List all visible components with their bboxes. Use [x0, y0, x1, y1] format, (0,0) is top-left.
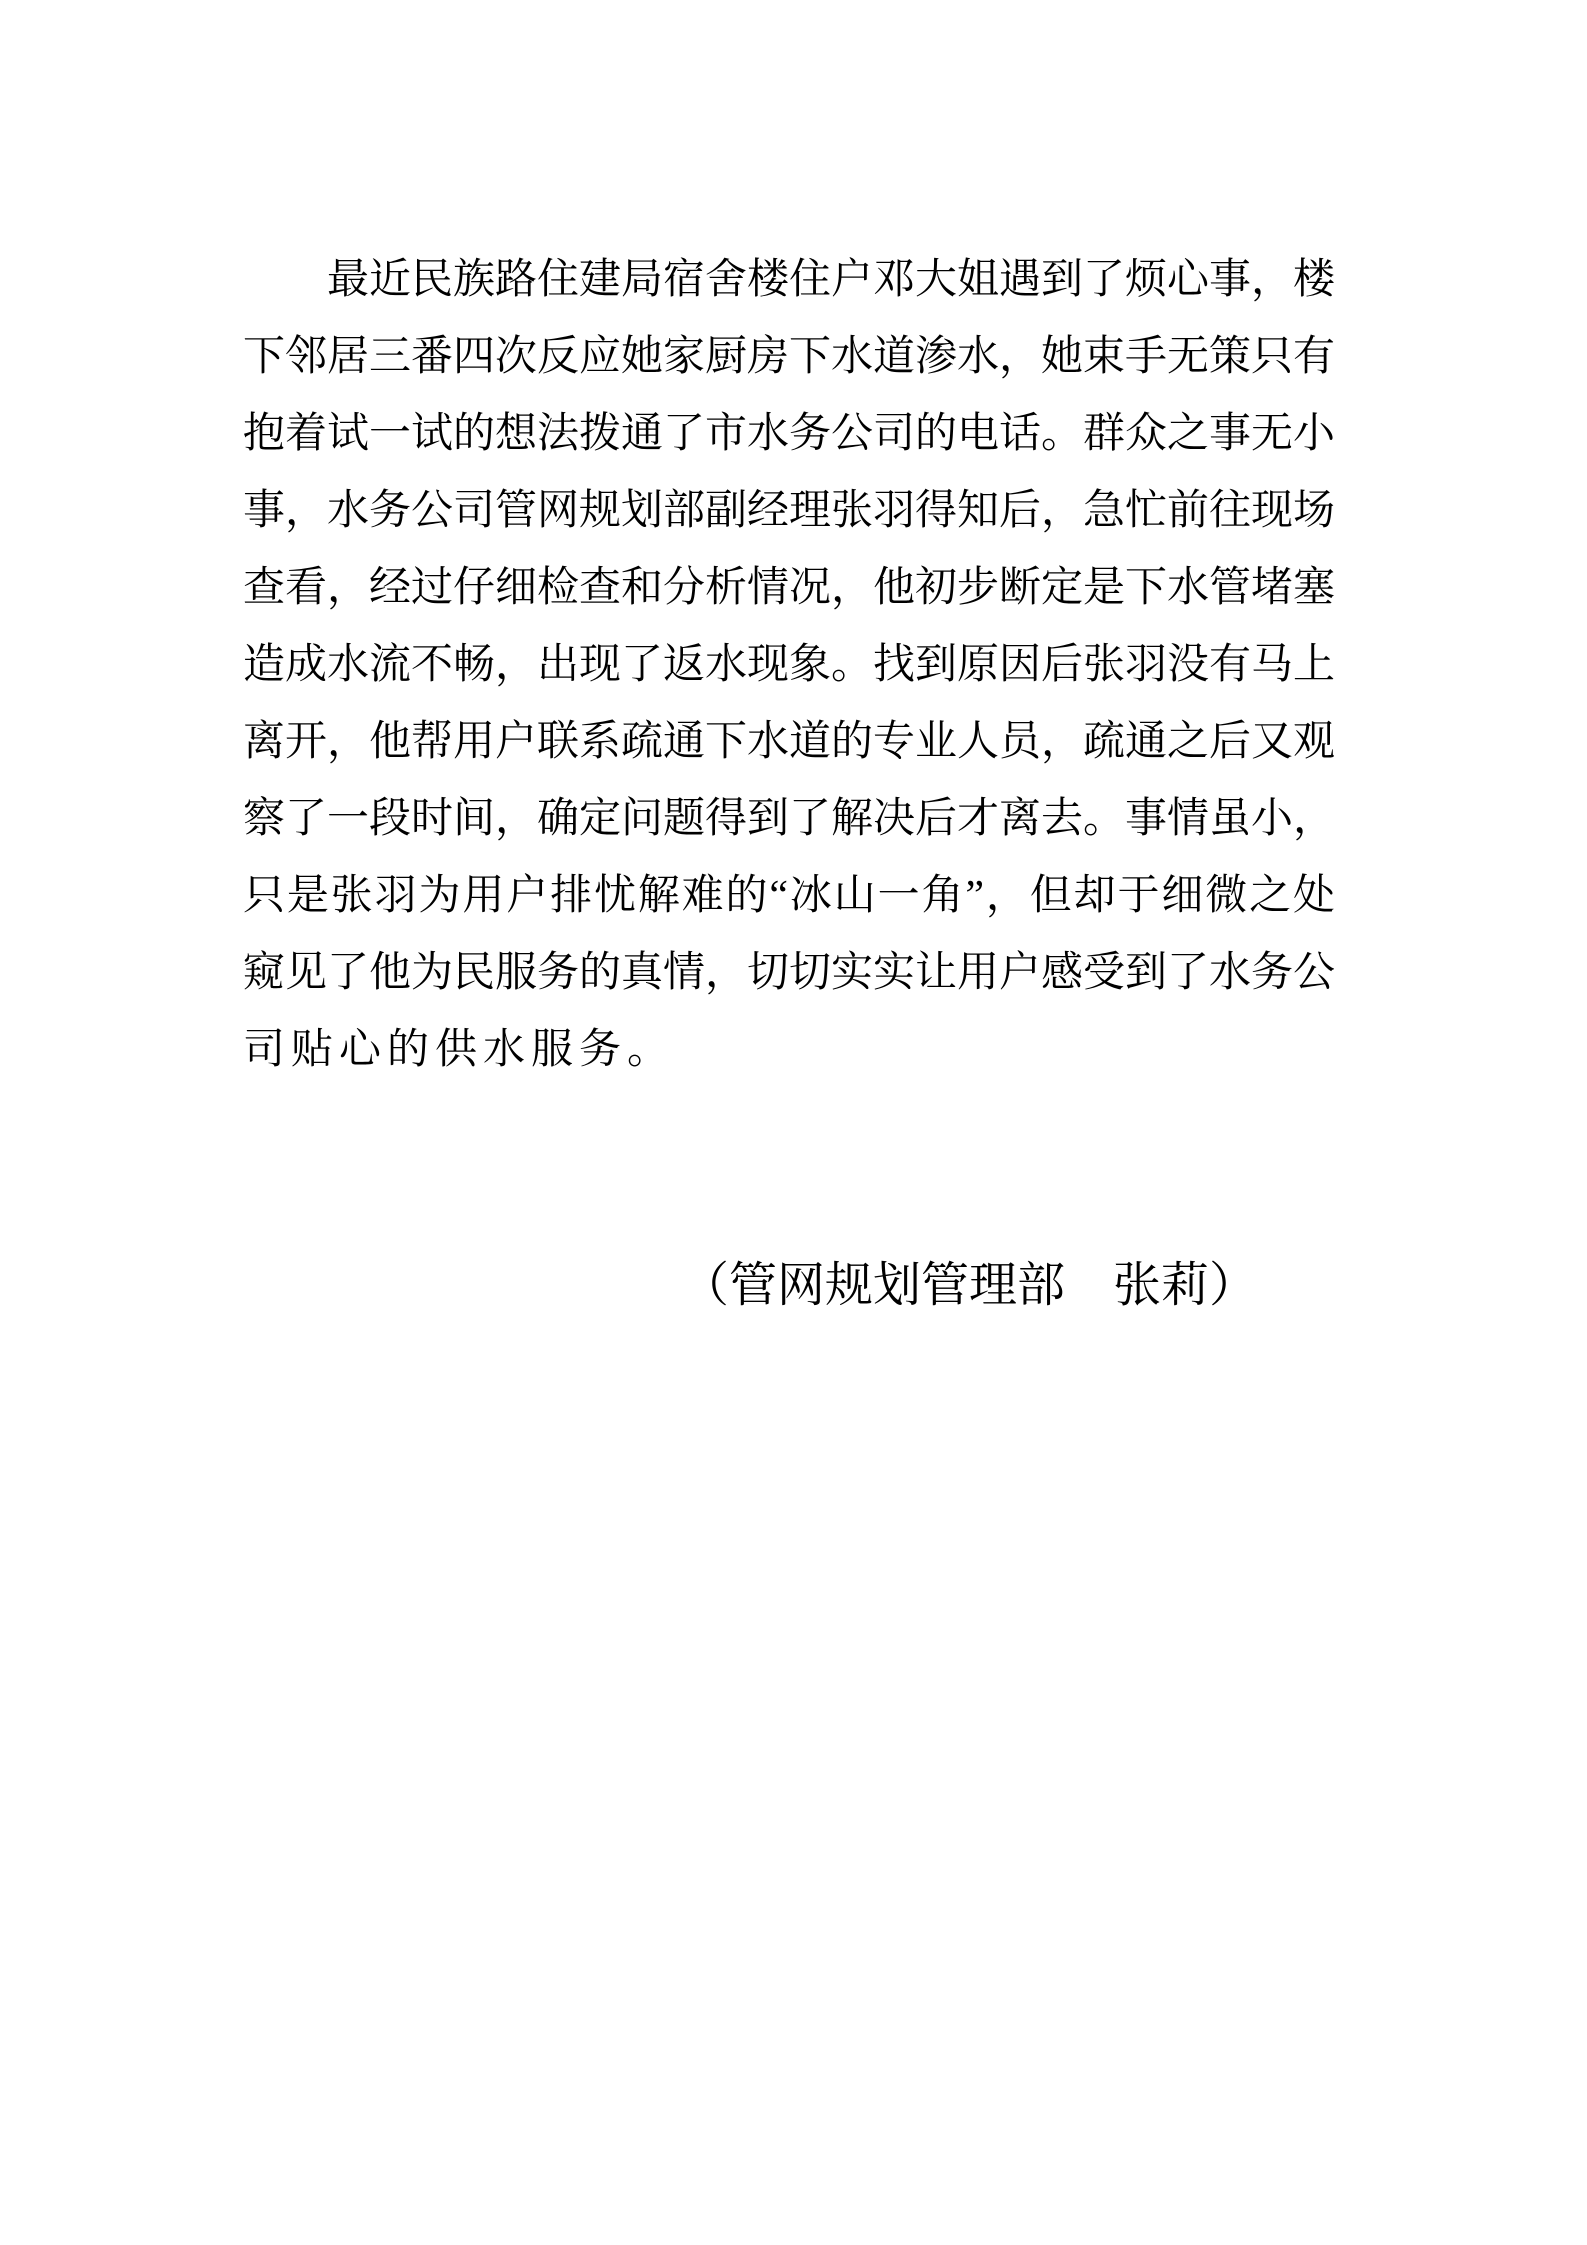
paragraph-line: 下邻居三番四次反应她家厨房下水道渗水，她束手无策只有: [243, 334, 1335, 380]
paragraph-line: 最近民族路住建局宿舍楼住户邓大姐遇到了烦心事，楼: [327, 257, 1335, 303]
paragraph-line: 离开，他帮用户联系疏通下水道的专业人员，疏通之后又观: [243, 719, 1335, 765]
paragraph-line: 察了一段时间，确定问题得到了解决后才离去。事情虽小，: [243, 796, 1335, 842]
paragraph-line: 只是张羽为用户排忧解难的“冰山一角”，但却于细微之处: [243, 873, 1335, 919]
signature-line: （管网规划管理部 张莉）: [680, 1259, 1257, 1312]
paragraph-line: 造成水流不畅，出现了返水现象。找到原因后张羽没有马上: [243, 642, 1335, 688]
body-paragraph: [243, 242, 1335, 1089]
paragraph-line: 司贴心的供水服务。: [243, 1027, 676, 1073]
paragraph-line: 查看，经过仔细检查和分析情况，他初步断定是下水管堵塞: [243, 565, 1335, 611]
paragraph-line: 抱着试一试的想法拨通了市水务公司的电话。群众之事无小: [243, 411, 1335, 457]
paragraph-line: 窥见了他为民服务的真情，切切实实让用户感受到了水务公: [243, 950, 1335, 996]
paragraph-line: 事，水务公司管网规划部副经理张羽得知后，急忙前往现场: [243, 488, 1335, 534]
